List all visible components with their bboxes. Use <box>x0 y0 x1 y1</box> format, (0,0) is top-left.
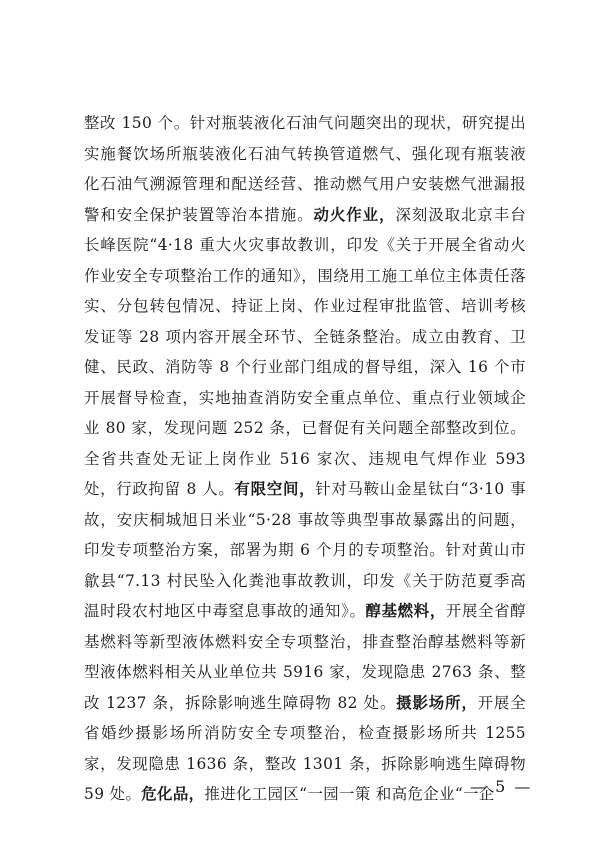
paragraph-segment: 开展全省婚纱摄影场所消防安全专项整治，检查摄影场所共 1255 家，发现隐患 1636 条，整改 1301 条，拆除影响逃生障碍物 59 处。 <box>84 693 526 803</box>
body-paragraph <box>84 108 526 810</box>
paragraph-segment: 深刻汲取北京丰台长峰医院“4·18 重大火灾事故教训，印发《关于开展全省动火作业安全专项整治工作的通知》，围绕用工施工单位主体责任落实、分包转包情况、持证上岗、作业过程审批监管、培训考核发证等 28 项内容开展全环节、全链条整治。成立由教育、卫健、民政、消防等 8 个行业部门组成的督导组，深入 16 个市开展督导检查，实地抽查消防安全重点单位、重点行业领域企业 80 家，发现问题 252 条，已督促有关问题全部整改到位。全省共查处无证上岗作业 516 家次、违规电气焊作业 593 处，行政拘留 8 人。 <box>84 205 526 498</box>
section-heading-photo-studio: 摄影场所， <box>396 693 478 712</box>
paragraph-segment: 整改 150 个。针对瓶装液化石油气问题突出的现状，研究提出实施餐饮场所瓶装液化石油气转换管道燃气、强化现有瓶装液化石油气溯源管理和配送经营、推动燃气用户安装燃气泄漏报警和安全保护装置等治本措施。 <box>84 114 526 224</box>
paragraph-segment: 开展全省醇基燃料等新型液体燃料安全专项整治，排查整治醇基燃料等新型液体燃料相关从业单位共 5916 家，发现隐患 2763 条、整改 1237 条，拆除影响逃生障碍物 82 处。 <box>84 602 526 712</box>
section-heading-confined-space: 有限空间， <box>234 480 316 498</box>
paragraph-segment: 推进化工园区“一园一策 和高危企业“一企 <box>204 785 495 803</box>
page-number: — 5 — <box>470 777 533 796</box>
section-heading-alcohol-fuel: 醇基燃料， <box>365 602 446 620</box>
paragraph-segment: 针对马鞍山金星钛白“3·10 事故，安庆桐城旭日米业“5·28 事故等典型事故暴露出的问题，印发专项整治方案，部署为期 6 个月的专项整治。针对黄山市歙县“7.13 村民坠入化粪池事故教训，印发《关于防范夏季高温时段农村地区中毒窒息事故的通知》。 <box>84 480 526 620</box>
section-heading-hazardous-chemicals: 危化品， <box>141 785 205 803</box>
section-heading-hot-work: 动火作业， <box>313 205 396 224</box>
